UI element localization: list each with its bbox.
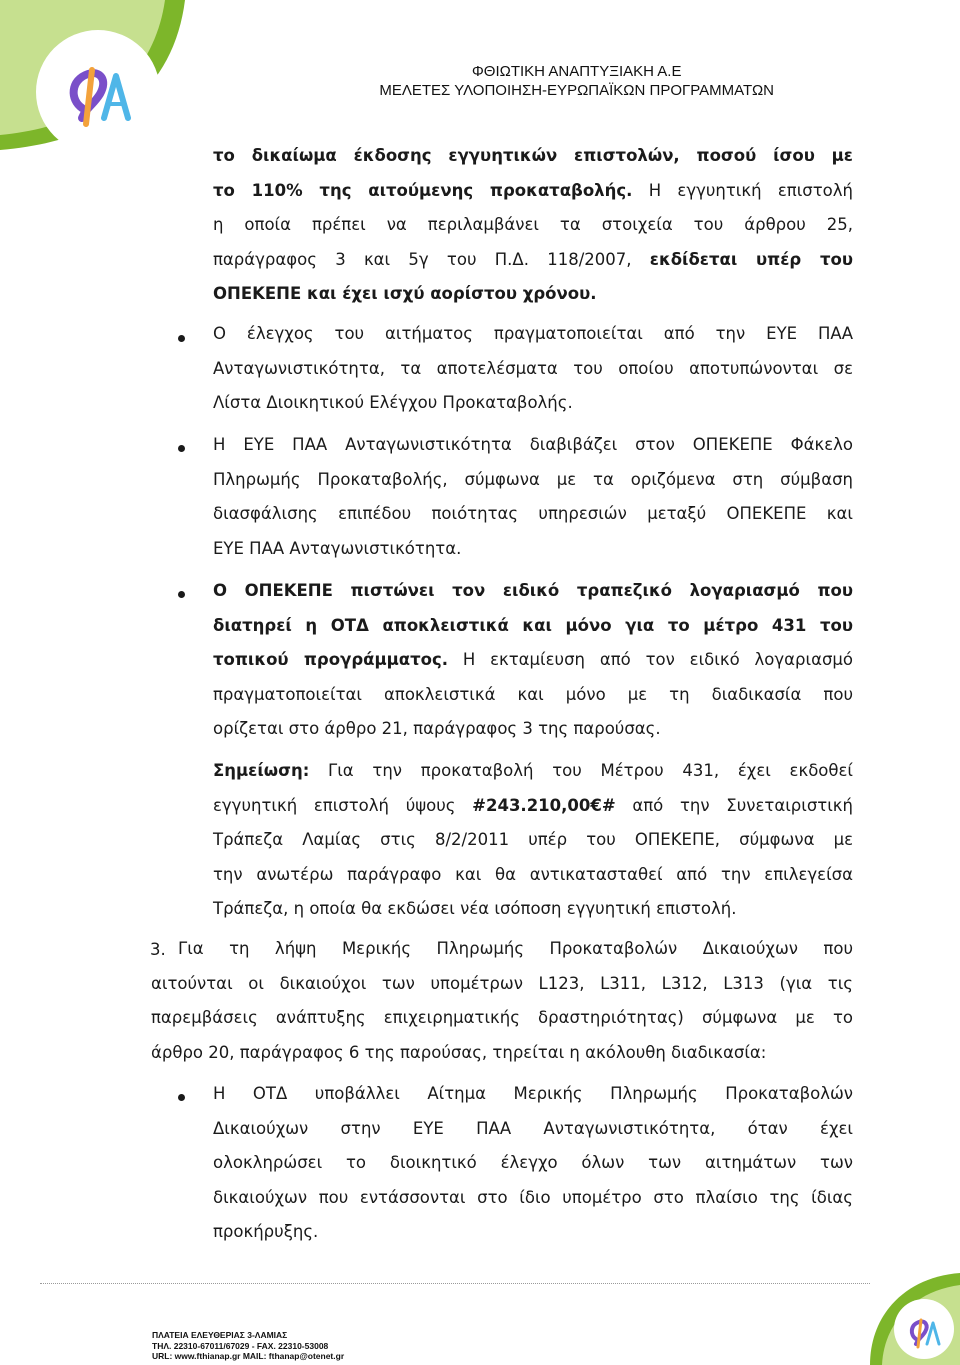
footer-divider bbox=[40, 1283, 870, 1284]
text-line: αιτούνται οι δικαιούχοι των υπομέτρων L123, L311, L312, L313 (για τις bbox=[151, 973, 853, 993]
bullet-item-credit bbox=[213, 574, 853, 747]
text-line-bold: τοπικού προγράμματος. bbox=[213, 650, 449, 669]
text-line: η οποία πρέπει να περιλαμβάνει τα στοιχεία του άρθρου 25, bbox=[213, 215, 853, 234]
text-line: Η εκταμίευση από τον ειδικό λογαριασμό bbox=[448, 650, 853, 669]
company-subtitle: ΜΕΛΕΤΕΣ ΥΛΟΠΟΙΗΣΗ-ΕΥΡΩΠΑΪΚΩΝ ΠΡΟΓΡΑΜΜΑΤΩΝ bbox=[379, 82, 774, 99]
text-line: παρεμβάσεις ανάπτυξης επιχειρηματικής δραστηριότητας) σύμφωνα με το bbox=[151, 1008, 853, 1027]
text-line-bold: ΟΠΕΚΕΠΕ και έχει ισχύ αορίστου χρόνου. bbox=[213, 284, 597, 303]
numbered-item-partial-payment bbox=[151, 932, 853, 1070]
text-line: Τράπεζα Λαμίας στις 8/2/2011 υπέρ του ΟΠΕΚΕΠΕ, σύμφωνα με bbox=[213, 830, 853, 849]
text-line: παράγραφος 3 και 5γ του Π.Δ. 118/2007, bbox=[213, 249, 650, 269]
bullet-icon bbox=[178, 1094, 185, 1101]
footer-address: ΠΛΑΤΕΙΑ ΕΛΕΥΘΕΡΙΑΣ 3-ΛΑΜΙΑΣ bbox=[152, 1330, 288, 1340]
text-line-bold: εκδίδεται υπέρ του bbox=[649, 249, 853, 269]
note-label: Σημείωση: bbox=[213, 761, 310, 780]
text-line: ορίζεται στο άρθρο 21, παράγραφος 3 της παρούσας. bbox=[213, 719, 661, 738]
text-line: εγγυητική επιστολή ύψους bbox=[213, 795, 473, 815]
bullet-icon bbox=[178, 445, 185, 452]
document-footer bbox=[152, 1330, 344, 1362]
text-line: πραγματοποιείται αποκλειστικά και μόνο με τη διαδικασία που bbox=[213, 684, 853, 704]
text-line: Για τη λήψη Μερικής Πληρωμής Προκαταβολών Δικαιούχων που bbox=[178, 939, 853, 958]
text-line: από την Συνεταιριστική bbox=[615, 795, 853, 815]
text-line: Λίστα Διοικητικού Ελέγχου Προκαταβολής. bbox=[213, 393, 573, 412]
text-line: Για την προκαταβολή του Μέτρου 431, έχει εκδοθεί bbox=[309, 761, 853, 780]
text-line: Τράπεζα, η οποία θα εκδώσει νέα ισόποση εγγυητική επιστολή. bbox=[213, 899, 737, 918]
text-line: άρθρο 20, παράγραφος 6 της παρούσας, τηρείται η ακόλουθη διαδικασία: bbox=[151, 1042, 767, 1062]
footer-corner-decoration bbox=[850, 1255, 960, 1365]
text-line: Δικαιούχων στην ΕΥΕ ΠΑΑ Ανταγωνιστικότητα, όταν έχει bbox=[213, 1118, 853, 1138]
bullet-item-forward bbox=[213, 428, 853, 566]
bullet-icon bbox=[178, 591, 185, 598]
footer-phone: ΤΗΛ. 22310-67011/67029 - FAX. 22310-53008 bbox=[152, 1340, 329, 1351]
bullet-icon bbox=[178, 335, 185, 342]
text-line: προκήρυξης. bbox=[213, 1222, 319, 1241]
text-line: ΕΥΕ ΠΑΑ Ανταγωνιστικότητα. bbox=[213, 538, 462, 558]
item-number: 3. bbox=[150, 940, 166, 959]
bullet-item-submission bbox=[213, 1077, 853, 1250]
note-block bbox=[213, 754, 853, 927]
guarantee-amount: #243.210,00€# bbox=[472, 795, 616, 815]
text-line: ολοκληρώσει το διοικητικό έλεγχο όλων των αιτημάτων των bbox=[213, 1153, 853, 1172]
text-line-bold: το 110% της αιτούμενης προκαταβολής. bbox=[213, 180, 633, 200]
text-line: Η ΕΥΕ ΠΑΑ Ανταγωνιστικότητα διαβιβάζει στον ΟΠΕΚΕΠΕ Φάκελο bbox=[213, 435, 853, 454]
text-line: δικαιούχων που εντάσσονται στο ίδιο υπομέτρο στο πλαίσιο της ίδιας bbox=[213, 1187, 853, 1207]
text-line: Ο έλεγχος του αιτήματος πραγματοποιείται από την ΕΥΕ ΠΑΑ bbox=[213, 324, 853, 343]
bullet-item-check bbox=[213, 317, 853, 421]
text-line: Η ΟΤΔ υποβάλλει Αίτημα Μερικής Πληρωμής Προκαταβολών bbox=[213, 1084, 853, 1103]
company-name: ΦΘΙΩΤΙΚΗ ΑΝΑΠΤΥΞΙΑΚΗ Α.Ε bbox=[471, 63, 682, 80]
header-corner-decoration bbox=[0, 0, 260, 150]
text-line: Η εγγυητική επιστολή bbox=[632, 180, 853, 200]
text-line: την ανωτέρω παράγραφο και θα αντικατασταθεί από την επιλεγείσα bbox=[213, 864, 853, 884]
paragraph-guarantee bbox=[213, 139, 853, 312]
text-line-bold: Ο ΟΠΕΚΕΠΕ πιστώνει τον ειδικό τραπεζικό λογαριασμό που bbox=[213, 581, 853, 600]
text-line: Πληρωμής Προκαταβολής, σύμφωνα με τα οριζόμενα στη σύμβαση bbox=[213, 469, 853, 489]
footer-web: URL: www.fthianap.gr MAIL: fthanap@otenet.gr bbox=[152, 1351, 345, 1361]
text-line: Ανταγωνιστικότητα, τα αποτελέσματα του οποίου αποτυπώνονται σε bbox=[213, 358, 853, 378]
text-line-bold: διατηρεί η ΟΤΔ αποκλειστικά και μόνο για το μέτρο 431 του bbox=[213, 615, 853, 635]
text-line: το δικαίωμα έκδοσης εγγυητικών επιστολών, ποσού ίσου με bbox=[213, 146, 853, 165]
text-line: διασφάλισης επιπέδου ποιότητας υπηρεσιών μεταξύ ΟΠΕΚΕΠΕ και bbox=[213, 504, 853, 523]
document-header bbox=[379, 62, 774, 100]
